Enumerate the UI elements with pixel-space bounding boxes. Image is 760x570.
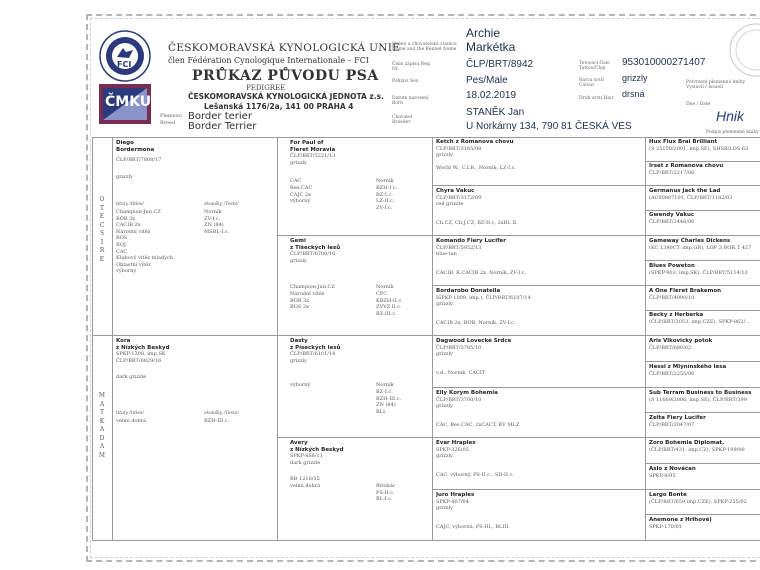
gen2-1-colour: grizzly	[290, 257, 307, 264]
gen4-0-reg: (S 25150/2001, imp.SE), SHSB/LOS 63	[649, 145, 749, 152]
col2-line	[277, 137, 278, 540]
dog-breeder-name: STANĚK Jan	[466, 107, 525, 118]
gen3-6-titles: CAC, výborný, PS-II.c., SD-II.c.	[436, 471, 514, 478]
gen3-cell-5	[436, 390, 642, 436]
gen4-line-5	[645, 361, 760, 362]
gen4-cell-12	[649, 440, 759, 461]
gen3-2-reg: ČLP/BRT/5952/13	[436, 244, 482, 251]
sire-title-4: BOS	[116, 235, 128, 242]
gen3-cell-7	[436, 492, 642, 538]
gen2-1-name-1: Gemi	[290, 238, 306, 244]
gen3-3-name: Bordarobo Donatella	[436, 288, 501, 294]
gen4-10-name: Sub Terram Business to Business	[649, 390, 752, 396]
gen2-2-test-4: BLL	[376, 408, 387, 415]
gen4-cell-1	[649, 163, 759, 184]
gen3-7-name: Juro Hraples	[436, 492, 475, 498]
sire-name-1: Diego	[116, 140, 134, 146]
gen2-0-test-1: BZH-I.c.	[376, 184, 398, 191]
gen4-1-name: Irset z Romanova chovu	[649, 163, 724, 169]
gen2-1-title-1: Národní vítěz	[290, 290, 325, 297]
sire-title-0: Champion-Jun.CZ	[116, 208, 161, 215]
gen4-2-name: Germanus Jack the Lad	[649, 188, 721, 194]
label-breeder: Chovatel Breeder	[392, 115, 413, 125]
sire-side-label: O T E C S I R E	[99, 196, 105, 263]
gen3-cell-4	[436, 338, 642, 386]
gen4-9-reg: ČLP/BRT/2255/06	[649, 370, 695, 377]
gen3-5-colour: grizzly	[436, 403, 453, 410]
gen4-4-reg: (KC 1390CT, imp.GB), LOF 3 BOR.T 427	[649, 244, 752, 251]
fci-logo	[99, 30, 151, 82]
dog-reg: ČLP/BRT/8942	[466, 59, 534, 70]
gen3-6-reg: SPKP-326/05	[436, 446, 469, 453]
sire-title-5: BOJ	[116, 241, 126, 248]
gen4-line-8	[645, 514, 760, 515]
gen3-6-name: Evar Hraples	[436, 440, 476, 446]
gen3-4-titles: v.d., Norník, CACIT	[436, 369, 486, 376]
gen2-1-title-3: BOS 2x	[290, 304, 309, 311]
sire-reg: ČLP/BRT/7808/17	[116, 157, 162, 164]
table-top-line	[92, 137, 760, 138]
gen2-0-name-2: Fleret Moravia	[290, 146, 336, 153]
gen3-1-reg: ČLP/BRT/3172/09	[436, 194, 482, 201]
gen3-5-titles: CAC, Res.CAC, 2xCACT, KV MLZ	[436, 421, 520, 428]
gen3-2-name: Komando Fiery Lucifer	[436, 238, 506, 244]
sire-test-0: Norník	[204, 208, 222, 215]
gen4-cell-9	[649, 364, 759, 385]
gen3-4-name: Dagwood Lovecké Srdce	[436, 338, 512, 344]
gen2-0-name-1: For Paul of	[290, 140, 324, 146]
gen2-0-title-1: Res.CAC	[290, 184, 313, 191]
gen2-1-title-0: Champion-Jun.CZ	[290, 284, 335, 291]
dam-side-label: M A T K A D A M	[98, 392, 106, 459]
breed-label-cz: Plemeno	[160, 113, 182, 119]
gen3-1-name: Chyra Vakuc	[436, 188, 475, 194]
gen3-3-colour: grizzly	[436, 301, 453, 308]
gen4-5-name: Blues Poweton	[649, 263, 695, 269]
gen2-0-title-3: výborný	[290, 198, 311, 205]
dog-chip: 953010000271407	[622, 57, 706, 68]
gen2-cell-1	[290, 238, 430, 334]
gen2-2-test-3: ZN (84)	[376, 402, 396, 409]
gen4-line-3	[645, 260, 760, 261]
dog-name-1: Archie	[466, 26, 501, 40]
sire-title-7: Klubový vítěz mladých	[116, 255, 173, 262]
gen4-cell-10	[649, 390, 759, 411]
gen2-3-extra: RB 1216/15	[290, 476, 320, 483]
gen3-cell-6	[436, 440, 642, 488]
sire-title-8: Oblastní vítěz	[116, 261, 151, 268]
gen4-11-name: Zelta Fiery Lucifer	[649, 415, 706, 421]
breed-label-en: Breed	[160, 120, 176, 126]
dam-reg-1: SPKP-1308, imp.SK	[116, 351, 166, 358]
gen2-0-test-3: LZ-II.c.	[376, 198, 395, 205]
gen3-0-titles: World W., C.I.B., Norník, LZ-I.c.	[436, 164, 517, 171]
gen4-line-7	[645, 463, 760, 464]
gen4-cell-15	[649, 517, 759, 538]
label-chip: Tetovací číslo Tattoo/Chip	[579, 61, 610, 71]
gen4-5-reg: (SPKP-903, imp.SK), ČLP/BRT/5114/13	[649, 269, 748, 276]
label-name: Jméno a chovatelská stanice Name and the Kennel Name	[392, 42, 457, 52]
gen2-1-test-3: ZVVZ II.c.	[376, 304, 402, 311]
dam-cell	[116, 338, 274, 538]
label-signature: Podpis plemenné knihy	[706, 130, 759, 135]
sire-title-9: výborný	[116, 268, 137, 275]
dog-colour: grizzly	[622, 73, 648, 83]
sire-test-2: ZN (84)	[204, 222, 224, 229]
dam-titles-head: tituly /titles/	[116, 410, 144, 416]
label-sex: Pohlaví Sex	[392, 79, 419, 84]
gen4-line-2	[645, 210, 760, 211]
dam-test-0: BZH-III.c.	[204, 417, 230, 424]
label-hair: Druh srsti Hair	[579, 96, 614, 101]
gen3-7-colour: grizzly	[436, 505, 453, 512]
sire-name-2: Bordermona	[116, 146, 155, 153]
gen3-2-colour: blue-tan	[436, 251, 457, 258]
table-left-line	[92, 137, 93, 540]
gen4-3-reg: ČLP/BRT/2446/06	[649, 218, 695, 225]
gen3-line-3	[432, 387, 760, 388]
gen2-cell-2	[290, 338, 430, 436]
gen3-0-name: Ketch z Romanova chovu	[436, 139, 514, 145]
gen2-2-title-0: výborný	[290, 382, 311, 389]
org-membership: člen Fédération Cynologique Internationale – FCI	[168, 56, 369, 65]
col3-line	[432, 137, 433, 540]
dam-name-1: Kora	[116, 338, 131, 344]
gen2-3-name-2: z Nízkých Beskyd	[290, 446, 344, 453]
gen4-9-name: Hessi z Mlýnínského lesa	[649, 364, 727, 370]
gen4-cell-13	[649, 466, 759, 487]
label-date: Dne / Date	[686, 102, 711, 107]
gen4-line-6	[645, 412, 760, 413]
gen2-3-test-1: PS-II.c.	[376, 489, 395, 496]
gen2-1-test-1: CPC	[376, 290, 388, 297]
gen4-8-name: Aris Vlkovický potok	[649, 338, 713, 344]
gen2-0-test-4: ZV-I.c.	[376, 204, 393, 211]
dog-sex: Pes/Male	[466, 75, 508, 86]
sire-test-1: ZV-I.c.	[204, 215, 221, 222]
breed-value-en: Border Terrier	[188, 121, 257, 132]
cmku-logo-text: ČMKU	[105, 94, 152, 110]
gen4-14-reg: (ČLP/BRT/659,imp.CZE), SPKP-255/02	[649, 498, 747, 505]
sire-title-6: CAC	[116, 248, 128, 255]
gen2-0-title-2: CAJC 2x	[290, 191, 311, 198]
gen4-2-reg: (AC00887101, ČLP/BRT/1182/03	[649, 194, 733, 201]
gen3-line-1	[432, 185, 760, 186]
sire-colour: grizzly	[116, 173, 133, 180]
gen3-4-colour: grizzly	[436, 351, 453, 358]
org-unit: ČESKOMORAVSKÁ KYNOLOGICKÁ JEDNOTA z.s.	[188, 92, 384, 101]
gen4-cell-8	[649, 338, 759, 359]
table-bottom-line	[92, 540, 760, 541]
gen2-1-title-2: BOB 3x	[290, 297, 310, 304]
gen4-cell-4	[649, 238, 759, 259]
gen2-1-test-0: Norník	[376, 284, 394, 291]
gen2-2-name-2: z Píseckých lesů	[290, 344, 341, 351]
gen2-1-test-2: KBZH-II.c.	[376, 297, 403, 304]
gen4-cell-11	[649, 415, 759, 436]
sire-cell	[116, 140, 274, 332]
gen2-cell-0	[290, 140, 430, 234]
dog-breeder-address: U Norkárny 134, 790 81 ČESKÁ VES	[466, 121, 632, 132]
label-dob: Datum narození Born	[392, 96, 429, 106]
page-title: PRŮKAZ PŮVODU PSA	[192, 68, 379, 84]
sire-title-3: Národní vítěz	[116, 228, 151, 235]
gen2-3-test-0: Brlohár	[376, 482, 396, 489]
gen4-6-name: A One Fleret Brakemon	[649, 288, 722, 294]
cmku-logo	[99, 84, 151, 124]
gen2-0-test-0: Norník	[376, 178, 394, 185]
gen3-line-4	[432, 489, 760, 490]
gen3-5-name: Elly Korym Bohemia	[436, 390, 498, 396]
dam-tests-head: zkoušky /Tests/	[204, 410, 239, 416]
gen3-0-reg: ČLP/BRT/3165/08	[436, 145, 482, 152]
gen2-2-test-1: BZ-I.c.	[376, 388, 393, 395]
gen2-line-2	[277, 437, 760, 438]
label-reg: Číslo zápisu Reg. Nr.	[392, 62, 432, 72]
gen4-15-name: Anemone z Hrlhové)	[649, 517, 712, 523]
gen4-cell-2	[649, 188, 759, 209]
gen3-cell-3	[436, 288, 642, 334]
gen2-3-title-0: velmi dobrá	[290, 482, 321, 489]
breed-value-cz: Border terier	[188, 111, 252, 122]
gen4-line-4	[645, 310, 760, 311]
gen2-1-name-2: z Tišeckých lesů	[290, 244, 341, 251]
org-address: Lešanská 1176/2a, 141 00 PRAHA 4	[204, 102, 354, 111]
gen3-cell-0	[436, 139, 642, 184]
gen2-0-test-2: BZ-I.c.	[376, 191, 393, 198]
gen4-7-reg: (ČLP/BRT/3053, imp.CZE), SPKP-862/...	[649, 318, 750, 325]
gen2-1-reg: ČLP/BRT/6700/16	[290, 251, 336, 258]
gen4-3-name: Gwendy Vakuc	[649, 212, 695, 218]
gen3-line-2	[432, 285, 760, 286]
gen3-1-titles: Ch.CZ, Ch.J.CZ, BZ-II.c, 2xBL II.	[436, 219, 518, 226]
gen3-3-reg: ISPKP-1009, imp.), ČLP/BRT/6107/14	[436, 294, 531, 301]
gen2-0-title-0: CAC	[290, 178, 302, 185]
gen2-3-name-1: Avery	[290, 440, 308, 446]
gen4-14-name: Largo Bonte	[649, 492, 687, 498]
gen3-7-reg: SPKP-407/04	[436, 498, 469, 505]
gen4-15-reg: SPKP-170/01	[649, 523, 682, 530]
dam-name-2: z Nízkých Beskyd	[116, 344, 170, 351]
dog-hair: drsná	[622, 89, 645, 99]
gen3-cell-2	[436, 238, 642, 284]
official-stamp	[712, 22, 760, 80]
col4-line	[645, 137, 646, 540]
sire-titles-head: tituly /titles/	[116, 202, 144, 208]
sire-title-2: CACIB 2x	[116, 222, 141, 229]
gen4-line-1	[645, 161, 760, 162]
gen2-1-test-4: BZ-III.c.	[376, 310, 397, 317]
gen2-3-colour: dark grizzle	[290, 459, 321, 466]
gen4-13-name: Aslo z Nováčan	[649, 466, 696, 472]
gen4-6-reg: ČLP/BRT/4090/10	[649, 294, 695, 301]
dog-dob: 18.02.2019	[466, 90, 517, 101]
gen2-cell-3	[290, 440, 430, 538]
pedigree-subtitle: PEDIGREE	[246, 84, 286, 92]
gen3-4-reg: ČLP/BRT/3785/10	[436, 344, 482, 351]
gen3-1-colour: red grizzle	[436, 201, 464, 208]
gen4-cell-6	[649, 288, 759, 309]
gen4-13-reg: SPKP-8/95	[649, 472, 676, 479]
label-owner: Potvrzení plemenné knihy Vystavil / Issued	[686, 80, 746, 90]
sire-test-3: MSBL-I.c.	[204, 228, 230, 235]
signature: Hnik	[716, 108, 745, 124]
gen4-10-reg: (S 11669/2006, imp.SE), ČLP/BRT/399	[649, 396, 747, 403]
sire-tests-head: zkoušky /Tests/	[204, 202, 239, 208]
gen4-cell-5	[649, 263, 759, 284]
gen4-1-reg: ČLP/BRT/2217/06	[649, 169, 695, 176]
gen2-3-test-2: BL-I.c.	[376, 496, 393, 503]
gen4-0-name: Hux Flux Brai Brilliant	[649, 139, 718, 145]
sire-title-1: BOB 3x	[116, 215, 136, 222]
fci-logo-text: FCI	[117, 60, 132, 69]
gen2-2-colour: grizzly	[290, 357, 307, 364]
gen4-8-reg: ČLP/BRT/680/02	[649, 344, 692, 351]
gen3-0-colour: grizzly	[436, 152, 453, 159]
dam-colour: dark grizzle	[116, 374, 147, 381]
gen4-4-name: Gameway Charles Dickens	[649, 238, 731, 244]
gen2-3-reg: SPKP-888/11	[290, 453, 323, 460]
gen4-cell-0	[649, 139, 759, 160]
org-name: ČESKOMORAVSKÁ KYNOLOGICKÁ UNIE	[168, 42, 401, 54]
label-colour: Barva srsti Colour	[579, 78, 604, 88]
gen3-5-reg: ČLP/BRT/3700/10	[436, 396, 482, 403]
dam-title-0: velmi dobrá	[116, 417, 147, 424]
table-mid-line	[92, 335, 760, 336]
dog-name-2: Markétka	[466, 40, 516, 54]
dam-reg-2: ČLP/BRT/6829/16	[116, 357, 162, 364]
gen2-0-colour: grizzly	[290, 159, 307, 166]
gen4-12-name: Zoro Bohemia Diplomat.	[649, 440, 725, 446]
gen4-cell-14	[649, 492, 759, 513]
gen4-cell-3	[649, 212, 759, 233]
gen2-2-name-1: Dasty	[290, 338, 308, 344]
gen4-11-reg: ČLP/BRT/2047/07	[649, 421, 695, 428]
gen2-2-test-0: Norník	[376, 382, 394, 389]
gen3-6-colour: grizzly	[436, 453, 453, 460]
gen2-0-reg: ČLP/BRT/5221/13	[290, 153, 336, 160]
col1-line	[112, 137, 113, 540]
gen2-2-test-2: BZH-III.c.	[376, 395, 402, 402]
gen2-2-reg: ČLP/BRT/6101/14	[290, 351, 336, 358]
gen3-3-titles: CACIB 2x, BOB, Norník, ZV-I.c.	[436, 319, 516, 326]
gen3-2-titles: CACIB, R.CACIB 2x, Norník, ZV-I.c.	[436, 269, 527, 276]
gen4-12-reg: (ČLP/BRT/431, imp.CZ), SPKP-199/00	[649, 446, 745, 453]
gen3-7-titles: CAJC, výborná, PS-III., BLIII.	[436, 523, 510, 530]
gen4-cell-7	[649, 312, 759, 333]
gen4-7-name: Becky z Herberka	[649, 312, 704, 318]
